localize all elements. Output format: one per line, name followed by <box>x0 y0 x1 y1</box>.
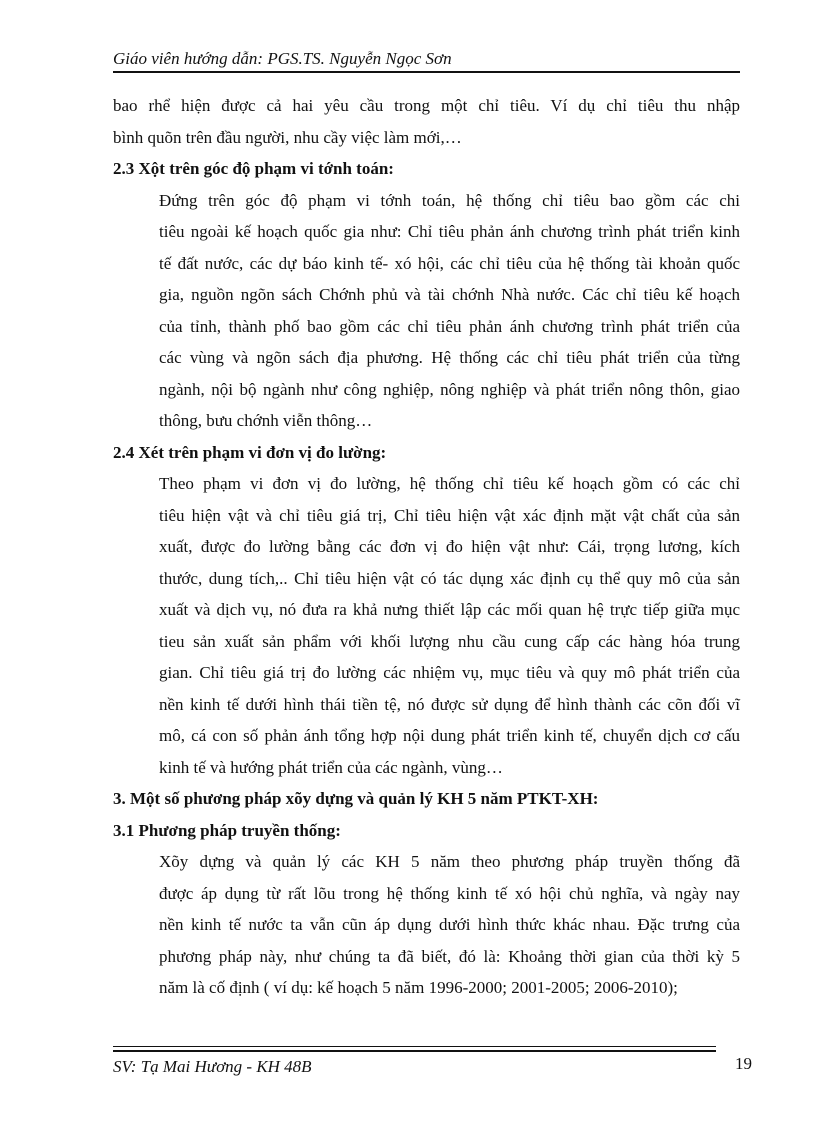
text-line: kinh tế và hướng phát triển của các ngành, vùng… <box>159 757 503 777</box>
paragraph-3 <box>113 468 740 783</box>
text-line: của tỉnh, thành phố bao gồm các chỉ tiêu phản ánh chương trình phát triển của <box>159 316 740 336</box>
text-line: nền kinh tế dưới hình thái tiền tệ, nó được sử dụng để hình thành các cõn đối vĩ <box>159 694 740 714</box>
text-line: phương pháp này, như chúng ta đã biết, đó là: Khoảng thời gian của thời kỳ 5 <box>159 946 740 966</box>
text-line: ngành, nội bộ ngành như công nghiệp, nông nghiệp và phát triển nông thôn, giao <box>159 379 740 399</box>
text-line: Đứng trên góc độ phạm vi tớnh toán, hệ thống chỉ tiêu bao gồm các chi <box>159 190 740 210</box>
paragraph-1 <box>113 90 740 153</box>
text-line: thước, dung tích,.. Chỉ tiêu hiện vật có tác dụng xác định cụ thể quy mô của sản <box>159 568 740 588</box>
page-header <box>113 47 740 71</box>
text-line: năm là cố định ( ví dụ: kế hoạch 5 năm 1996-2000; 2001-2005; 2006-2010); <box>159 978 678 997</box>
footer-rule <box>113 1050 716 1052</box>
text-line: tế đất nước, các dự báo kinh tế- xó hội, các chỉ tiêu của hệ thống tài khoản quốc <box>159 253 740 273</box>
text-line: gian. Chỉ tiêu giá trị đo lường các nhiệm vụ, mục tiêu và quy mô phát triển của <box>159 663 740 682</box>
text-line: gia, nguồn ngõn sách Chớnh phủ và tài chớnh Nhà nước. Các chỉ tiêu kế hoạch <box>159 285 740 304</box>
text-line: tieu sản xuất sản phẩm với khối lượng nhu cầu cung cấp các hàng hóa trung <box>159 631 740 651</box>
heading-2-4: 2.4 Xét trên phạm vi đơn vị đo lường: <box>113 442 387 462</box>
text-line: bao rhể hiện được cả hai yêu cầu trong một chỉ tiêu. Ví dụ chỉ tiêu thu nhập <box>113 96 740 115</box>
text-line: Xõy dựng và quản lý các KH 5 năm theo phương pháp truyền thống đã <box>159 852 740 871</box>
page-number: 19 <box>735 1054 752 1073</box>
document-body <box>113 90 740 1004</box>
paragraph-2 <box>113 185 740 437</box>
footer-rule <box>113 1046 716 1047</box>
text-line: các vùng và ngõn sách địa phương. Hệ thống các chỉ tiêu phát triển của từng <box>159 348 740 367</box>
text-line: thông, bưu chớnh viễn thông… <box>159 411 373 430</box>
heading-2-3: 2.3 Xột trên góc độ phạm vi tớnh toán: <box>113 159 394 178</box>
text-line: nền kinh tế nước ta vẫn cũn áp dụng dưới hình thức khác nhau. Đặc trưng của <box>159 915 740 934</box>
paragraph-4 <box>113 846 740 1004</box>
heading-3: 3. Một số phương pháp xõy dựng và quản lý KH 5 năm PTKT-XH: <box>113 789 599 808</box>
header-text: Giáo viên hướng dẫn: PGS.TS. Nguyễn Ngọc Sơn <box>113 49 452 68</box>
text-line: tiêu hiện vật và chỉ tiêu giá trị, Chỉ tiêu hiện vật xác định mặt vật chất của sản <box>159 505 740 525</box>
heading-3-1: 3.1 Phương pháp truyền thống: <box>113 820 341 840</box>
text-line: tiêu ngoài kế hoạch quốc gia như: Chỉ tiêu phản ánh chương trình phát triển kinh <box>159 222 740 241</box>
text-line: bình quõn trên đầu người, nhu cầy việc làm mới,… <box>113 127 462 147</box>
text-line: xuất và dịch vụ, nó đưa ra khả nưng thiết lập các mối quan hệ trực tiếp giữa mục <box>159 600 740 619</box>
footer-author: SV: Tạ Mai Hương - KH 48B <box>113 1057 312 1076</box>
text-line: được áp dụng từ rất lõu trong hệ thống kinh tế xó hội chủ nghĩa, và ngày nay <box>159 883 740 903</box>
header-rule <box>113 71 740 73</box>
text-line: mô, cá con số phản ánh tổng hợp nội dung phát triển kinh tế, chuyển dịch cơ cấu <box>159 726 740 745</box>
text-line: Theo phạm vi đơn vị đo lường, hệ thống chỉ tiêu kế hoạch gồm có các chỉ <box>159 474 740 493</box>
text-line: xuất, được đo lường bằng các đơn vị đo hiện vật như: Cái, trọng lương, kích <box>159 537 740 556</box>
